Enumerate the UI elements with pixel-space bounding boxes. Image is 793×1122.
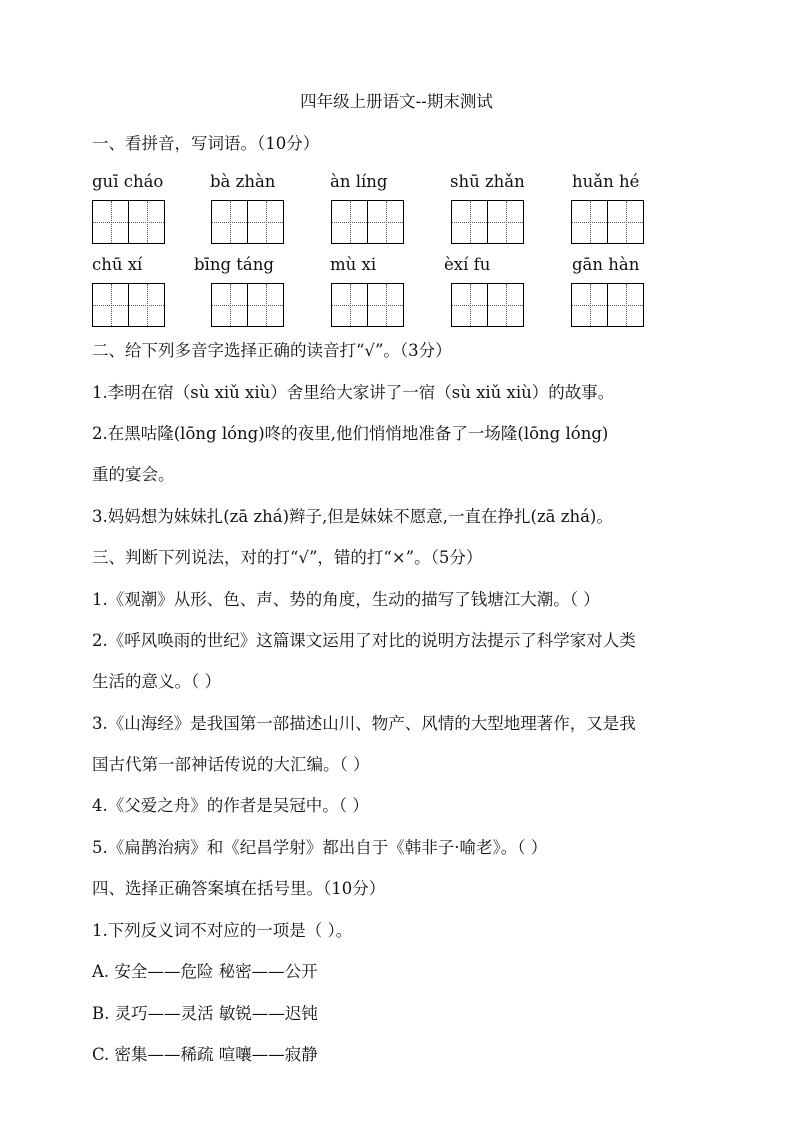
writing-grid[interactable] (451, 200, 524, 244)
pinyin-label: guī cháo (92, 172, 164, 191)
section-1-heading: 一、看拼音，写词语。（10分） (92, 134, 320, 153)
pinyin-label: bà zhàn (210, 172, 276, 191)
question: 2.《呼风唤雨的世纪》这篇课文运用了对比的说明方法提示了科学家对人类 (92, 631, 636, 650)
pinyin-label: gān hàn (572, 255, 640, 274)
writing-grid[interactable] (451, 283, 524, 327)
pinyin-label: shū zhǎn (450, 172, 525, 191)
pinyin-label: chū xí (92, 255, 143, 274)
question: 1.《观潮》从形、色、声、势的角度，生动的描写了钱塘江大潮。（ ） (92, 590, 600, 609)
pinyin-label: huǎn hé (572, 172, 640, 191)
writing-grid[interactable] (571, 200, 644, 244)
question-continuation: 生活的意义。（ ） (92, 672, 221, 691)
option-c: C. 密集——稀疏 喧嚷——寂静 (92, 1045, 318, 1064)
pinyin-label: àn líng (330, 172, 388, 191)
question: 3.妈妈想为妹妹扎(zā zhá)辫子,但是妹妹不愿意,一直在挣扎(zā zhá)。 (92, 507, 613, 526)
page-title: 四年级上册语文--期末测试 (300, 92, 493, 111)
section-4-heading: 四、选择正确答案填在括号里。（10分） (92, 879, 386, 898)
section-2-heading: 二、给下列多音字选择正确的读音打“√”。（3分） (92, 341, 452, 360)
option-a: A. 安全——危险 秘密——公开 (92, 962, 318, 981)
section-3-heading: 三、判断下列说法，对的打“√”，错的打“×”。（5分） (92, 548, 483, 567)
writing-grid[interactable] (92, 283, 165, 327)
pinyin-label: mù xi (330, 255, 377, 274)
question-continuation: 重的宴会。 (92, 465, 175, 484)
pinyin-label: bīng táng (194, 255, 274, 274)
question: 5.《扁鹊治病》和《纪昌学射》都出自于《韩非子·喻老》。（ ） (92, 838, 548, 857)
question: 1.李明在宿（sù xiǔ xiù）舍里给大家讲了一宿（sù xiǔ xiù）的故事。 (92, 383, 615, 402)
writing-grid[interactable] (571, 283, 644, 327)
option-b: B. 灵巧——灵活 敏锐——迟钝 (92, 1004, 318, 1023)
question-continuation: 国古代第一部神话传说的大汇编。（ ） (92, 755, 370, 774)
question: 1.下列反义词不对应的一项是（ ）。 (92, 921, 353, 940)
pinyin-label: èxí fu (444, 255, 491, 274)
writing-grid[interactable] (331, 283, 404, 327)
writing-grid[interactable] (211, 283, 284, 327)
question: 2.在黑咕隆(lōng lóng)咚的夜里,他们悄悄地准备了一场隆(lōng lóng) (92, 424, 609, 443)
question: 4.《父爱之舟》的作者是吴冠中。（ ） (92, 796, 369, 815)
writing-grid[interactable] (211, 200, 284, 244)
question: 3.《山海经》是我国第一部描述山川、物产、风情的大型地理著作，又是我 (92, 714, 636, 733)
writing-grid[interactable] (92, 200, 165, 244)
writing-grid[interactable] (331, 200, 404, 244)
